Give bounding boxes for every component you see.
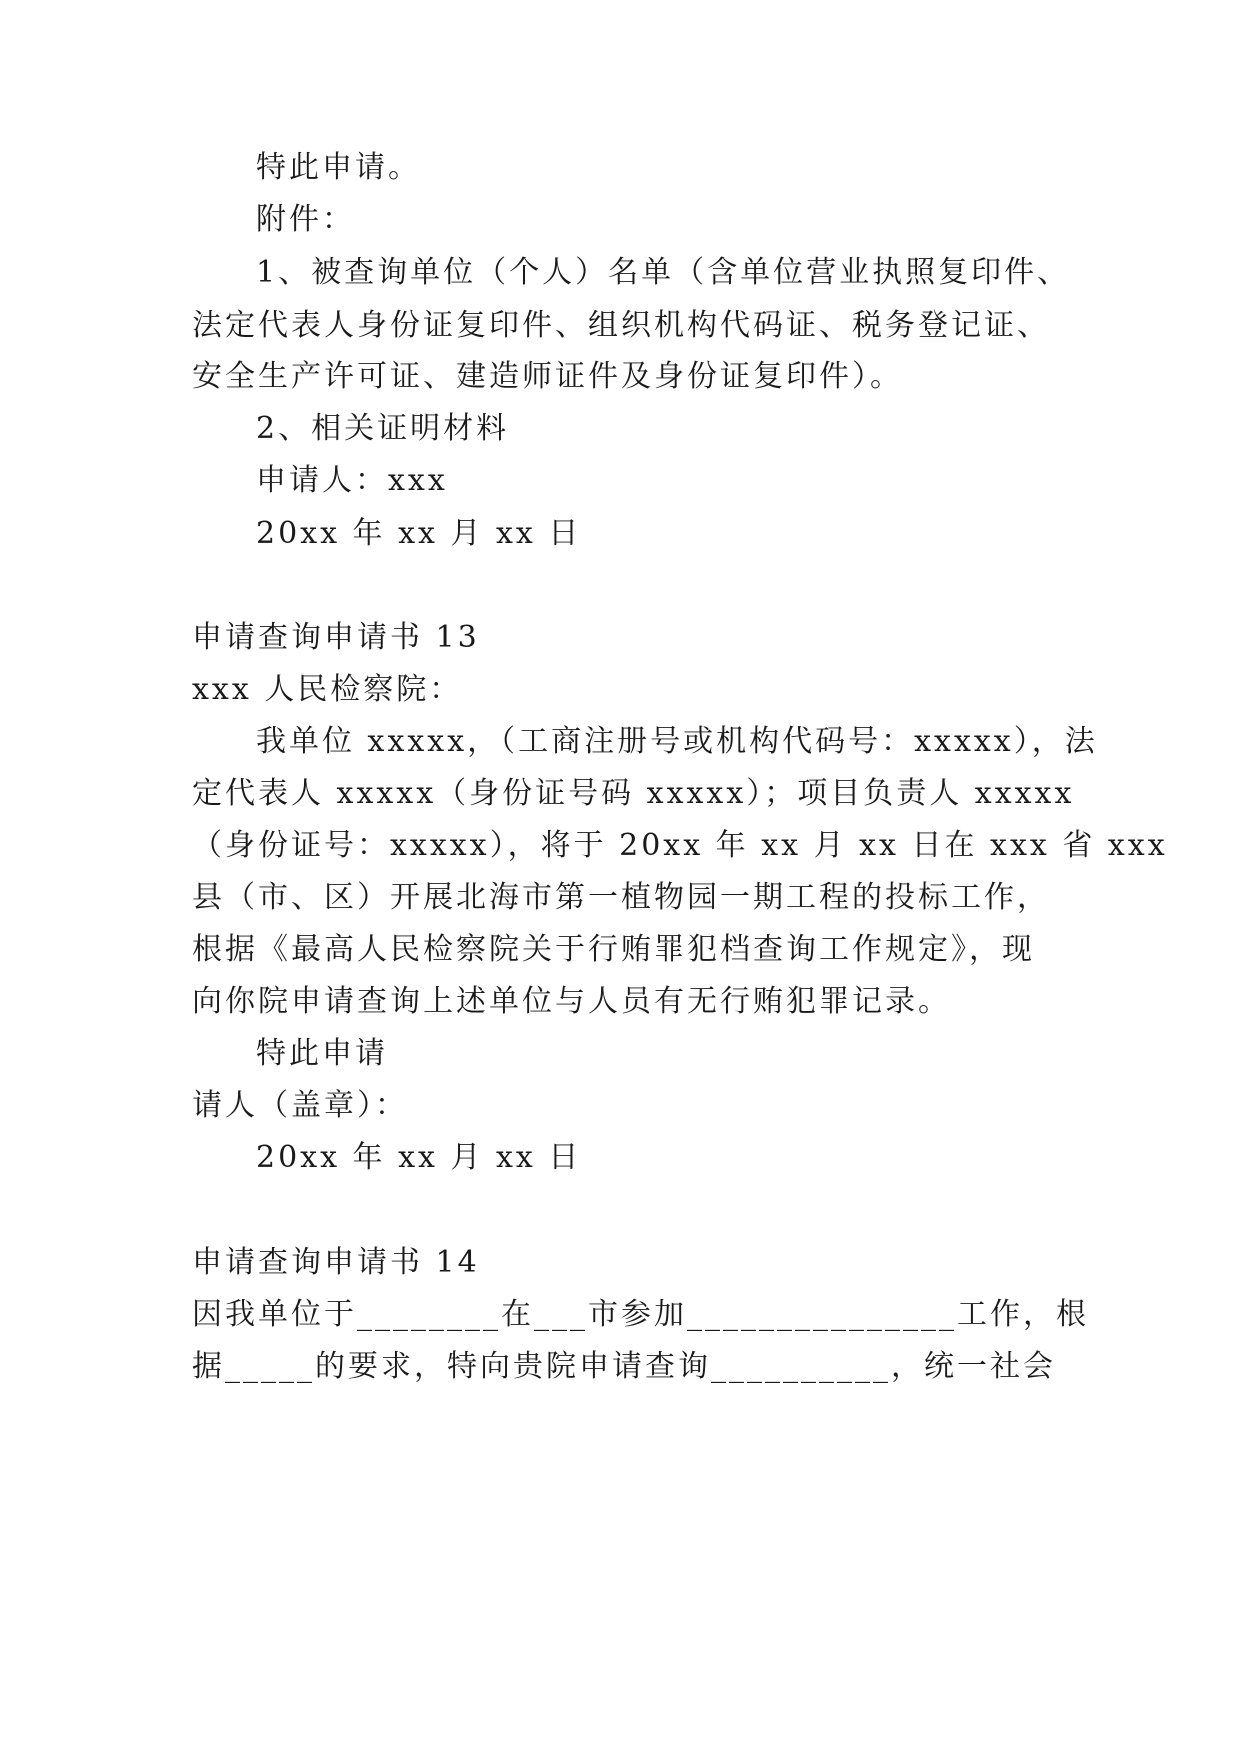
body-line-3: （身份证号：xxxxx），将于 20xx 年 xx 月 xx 日在 xxx 省 xxx xyxy=(192,828,1168,863)
body-14-line-1: 因我单位于________在___市参加_______________工作，根 xyxy=(192,1297,1089,1332)
date-line-13: 20xx 年 xx 月 xx 日 xyxy=(256,1140,582,1175)
body-line-5: 根据《最高人民检察院关于行贿罪犯档查询工作规定》，现 xyxy=(192,932,1035,967)
recipient-line: xxx 人民检察院： xyxy=(192,672,463,707)
attachment-1-line-2: 法定代表人身份证复印件、组织机构代码证、税务登记证、 xyxy=(192,308,1050,343)
attachments-label: 附件： xyxy=(256,202,355,237)
section-title-13: 申请查询申请书 13 xyxy=(192,620,480,655)
attachment-2: 2、相关证明材料 xyxy=(256,411,510,446)
body-line-2: 定代表人 xxxxx（身份证号码 xxxxx）；项目负责人 xxxxx xyxy=(192,776,1075,811)
body-14-line-2: 据_____的要求，特向贵院申请查询__________，统一社会 xyxy=(192,1349,1056,1384)
body-line-6: 向你院申请查询上述单位与人员有无行贿犯罪记录。 xyxy=(192,984,951,1019)
section-title-14: 申请查询申请书 14 xyxy=(192,1245,480,1280)
body-line-4: 县（市、区）开展北海市第一植物园一期工程的投标工作， xyxy=(192,880,1050,915)
special-request-text: 特此申请。 xyxy=(256,150,421,185)
attachment-1-line-3: 安全生产许可证、建造师证件及身份证复印件）。 xyxy=(192,359,903,394)
stamp-line: 请人（盖章）： xyxy=(192,1088,408,1123)
attachment-1-line-1: 1、被查询单位（个人）名单（含单位营业执照复印件、 xyxy=(256,255,1071,290)
date-line: 20xx 年 xx 月 xx 日 xyxy=(256,516,582,551)
body-line-1: 我单位 xxxxx，（工商注册号或机构代码号：xxxxx），法 xyxy=(256,724,1098,759)
applicant-line: 申请人：xxx xyxy=(256,463,448,498)
special-request-text-13: 特此申请 xyxy=(256,1036,388,1071)
